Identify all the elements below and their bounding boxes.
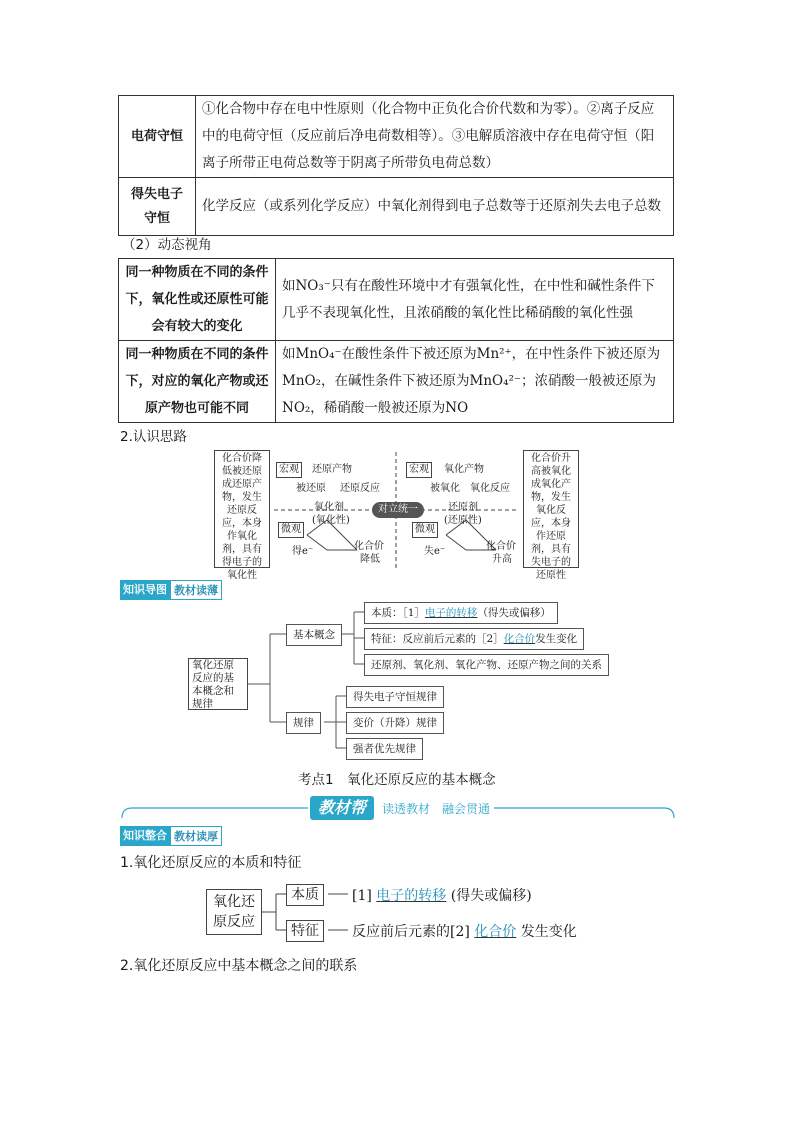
right-valence: 化合价	[486, 541, 516, 552]
feature-text	[352, 921, 577, 941]
tag-secondary: 教材读薄	[170, 580, 222, 600]
left-note: 化合价降低被还原成还原产物，发生还原反应，本身作氧化剂，具有得电子的氧化性	[214, 450, 270, 568]
right-product: 氧化产物	[444, 464, 484, 475]
left-product: 还原产物	[312, 464, 352, 475]
essence-post: (得失或偏移)	[450, 888, 532, 904]
tag-secondary: 教材读厚	[170, 826, 222, 846]
table-header-cell: 同一种物质在不同的条件下，对应的氧化产物或还原产物也可能不同	[119, 341, 276, 423]
table-row	[119, 259, 674, 341]
right-change: 升高	[492, 554, 512, 565]
feature-pre: 反应前后元素的[2]	[352, 924, 470, 940]
concept-item-text: 本质：［1］	[371, 607, 425, 619]
table-row	[119, 341, 674, 423]
knowledge-map-tag	[120, 580, 222, 600]
left-reaction: 还原反应	[340, 483, 380, 494]
banner-title: 教材帮	[310, 796, 374, 820]
table-cell: ①化合物中存在电中性原则（化合物中正负化合价代数和为零）。②离子反应中的电荷守恒（反应前后净电荷数相等）。③电解质溶液中存在电荷守恒（阳离子所带正电荷总数等于阴离子所带负电荷总数）	[196, 96, 674, 178]
table-row	[119, 96, 674, 178]
table-cell: 化学反应（或系列化学反应）中氧化剂得到电子总数等于还原剂失去电子总数	[196, 178, 674, 236]
table-conservation	[118, 95, 674, 236]
left-reduced: 被还原	[296, 483, 326, 494]
feature-post: 发生变化	[520, 924, 577, 940]
left-macro-label: 宏观	[276, 462, 302, 478]
essence-root-line: 氧化还	[213, 894, 255, 910]
heading-essence: 1.氧化还原反应的本质和特征	[120, 855, 302, 871]
table-row	[119, 178, 674, 236]
right-reaction: 氧化反应	[470, 483, 510, 494]
rule-item: 变价（升降）规律	[346, 712, 444, 734]
essence-text	[352, 885, 532, 905]
concept-item	[364, 628, 584, 650]
section-heading: （2）动态视角	[122, 237, 212, 253]
rule-item: 强者优先规律	[346, 738, 423, 760]
concept-item-text: 发生变化	[535, 633, 578, 645]
essence-branch: 本质	[286, 884, 324, 906]
mind-map-lines	[188, 602, 618, 760]
essence-diagram	[206, 882, 606, 944]
fill-answer: 电子的转移	[376, 888, 447, 904]
heading-relations: 2.氧化还原反应中基本概念之间的联系	[120, 958, 358, 974]
right-note: 化合价升高被氧化成氧化产物，发生氧化反应，本身作还原剂，具有失电子的还原性	[523, 450, 579, 568]
fill-answer: 电子的转移	[424, 607, 478, 619]
right-agent-prop: (还原性)	[444, 515, 482, 526]
knowledge-integration-tag	[120, 826, 222, 846]
right-micro-label: 微观	[412, 522, 438, 538]
tag-primary: 知识整合	[120, 826, 170, 846]
fill-answer: 化合价	[474, 924, 517, 940]
section-heading: 2.认识思路	[120, 429, 187, 445]
concept-item-text: （得失或偏移）	[477, 607, 551, 619]
table-cell: 如NO₃⁻只有在酸性环境中才有强氧化性，在中性和碱性条件下几乎不表现氧化性，且浓硝酸的氧化性比稀硝酸的氧化性强	[276, 259, 674, 341]
tag-primary: 知识导图	[120, 580, 170, 600]
concept-item-text: 特征：反应前后元素的［2］	[371, 633, 504, 645]
redox-concept-diagram	[214, 450, 579, 581]
right-agent: 还原剂	[448, 502, 478, 513]
table-header-text: 得失电子守恒	[130, 186, 183, 226]
mind-map-root: 氧化还原反应的基本概念和规律	[188, 658, 248, 710]
table-cell: 如MnO₄⁻在酸性条件下被还原为Mn²⁺，在中性条件下被还原为MnO₂，在碱性条件下被还原为MnO₄²⁻；浓硝酸一般被还原为NO₂，稀硝酸一般被还原为NO	[276, 341, 674, 423]
branch-basic-concept: 基本概念	[286, 624, 342, 646]
table-header-cell: 同一种物质在不同的条件下，氧化性或还原性可能会有较大的变化	[119, 259, 276, 341]
fill-answer: 化合价	[503, 633, 536, 645]
left-agent: 氧化剂	[314, 502, 344, 513]
left-valence: 化合价	[354, 541, 384, 552]
table-header-cell	[119, 178, 196, 236]
concept-item: 还原剂、氧化剂、氧化产物、还原产物之间的关系	[364, 654, 609, 676]
mind-map	[188, 602, 618, 760]
right-macro-label: 宏观	[406, 462, 432, 478]
essence-root	[206, 889, 262, 935]
branch-rules: 规律	[286, 712, 321, 734]
right-oxidized: 被氧化	[430, 483, 460, 494]
center-label: 对立统一	[372, 502, 424, 518]
table-header-cell: 电荷守恒	[119, 96, 196, 178]
table-dynamic	[118, 258, 674, 423]
essence-root-line: 原反应	[213, 914, 255, 930]
kaodian-title: 考点1 氧化还原反应的基本概念	[298, 772, 496, 788]
left-electron: 得e⁻	[292, 546, 314, 557]
concept-item	[364, 602, 558, 624]
left-change: 降低	[360, 554, 380, 565]
left-agent-prop: (氧化性)	[312, 515, 350, 526]
right-electron: 失e⁻	[424, 546, 446, 557]
banner-subtitle: 读透教材 融会贯通	[382, 800, 494, 817]
banner	[120, 796, 676, 822]
rule-item: 得失电子守恒规律	[346, 686, 444, 708]
left-micro-label: 微观	[278, 522, 304, 538]
feature-branch: 特征	[286, 920, 324, 942]
essence-pre: [1]	[352, 888, 372, 904]
